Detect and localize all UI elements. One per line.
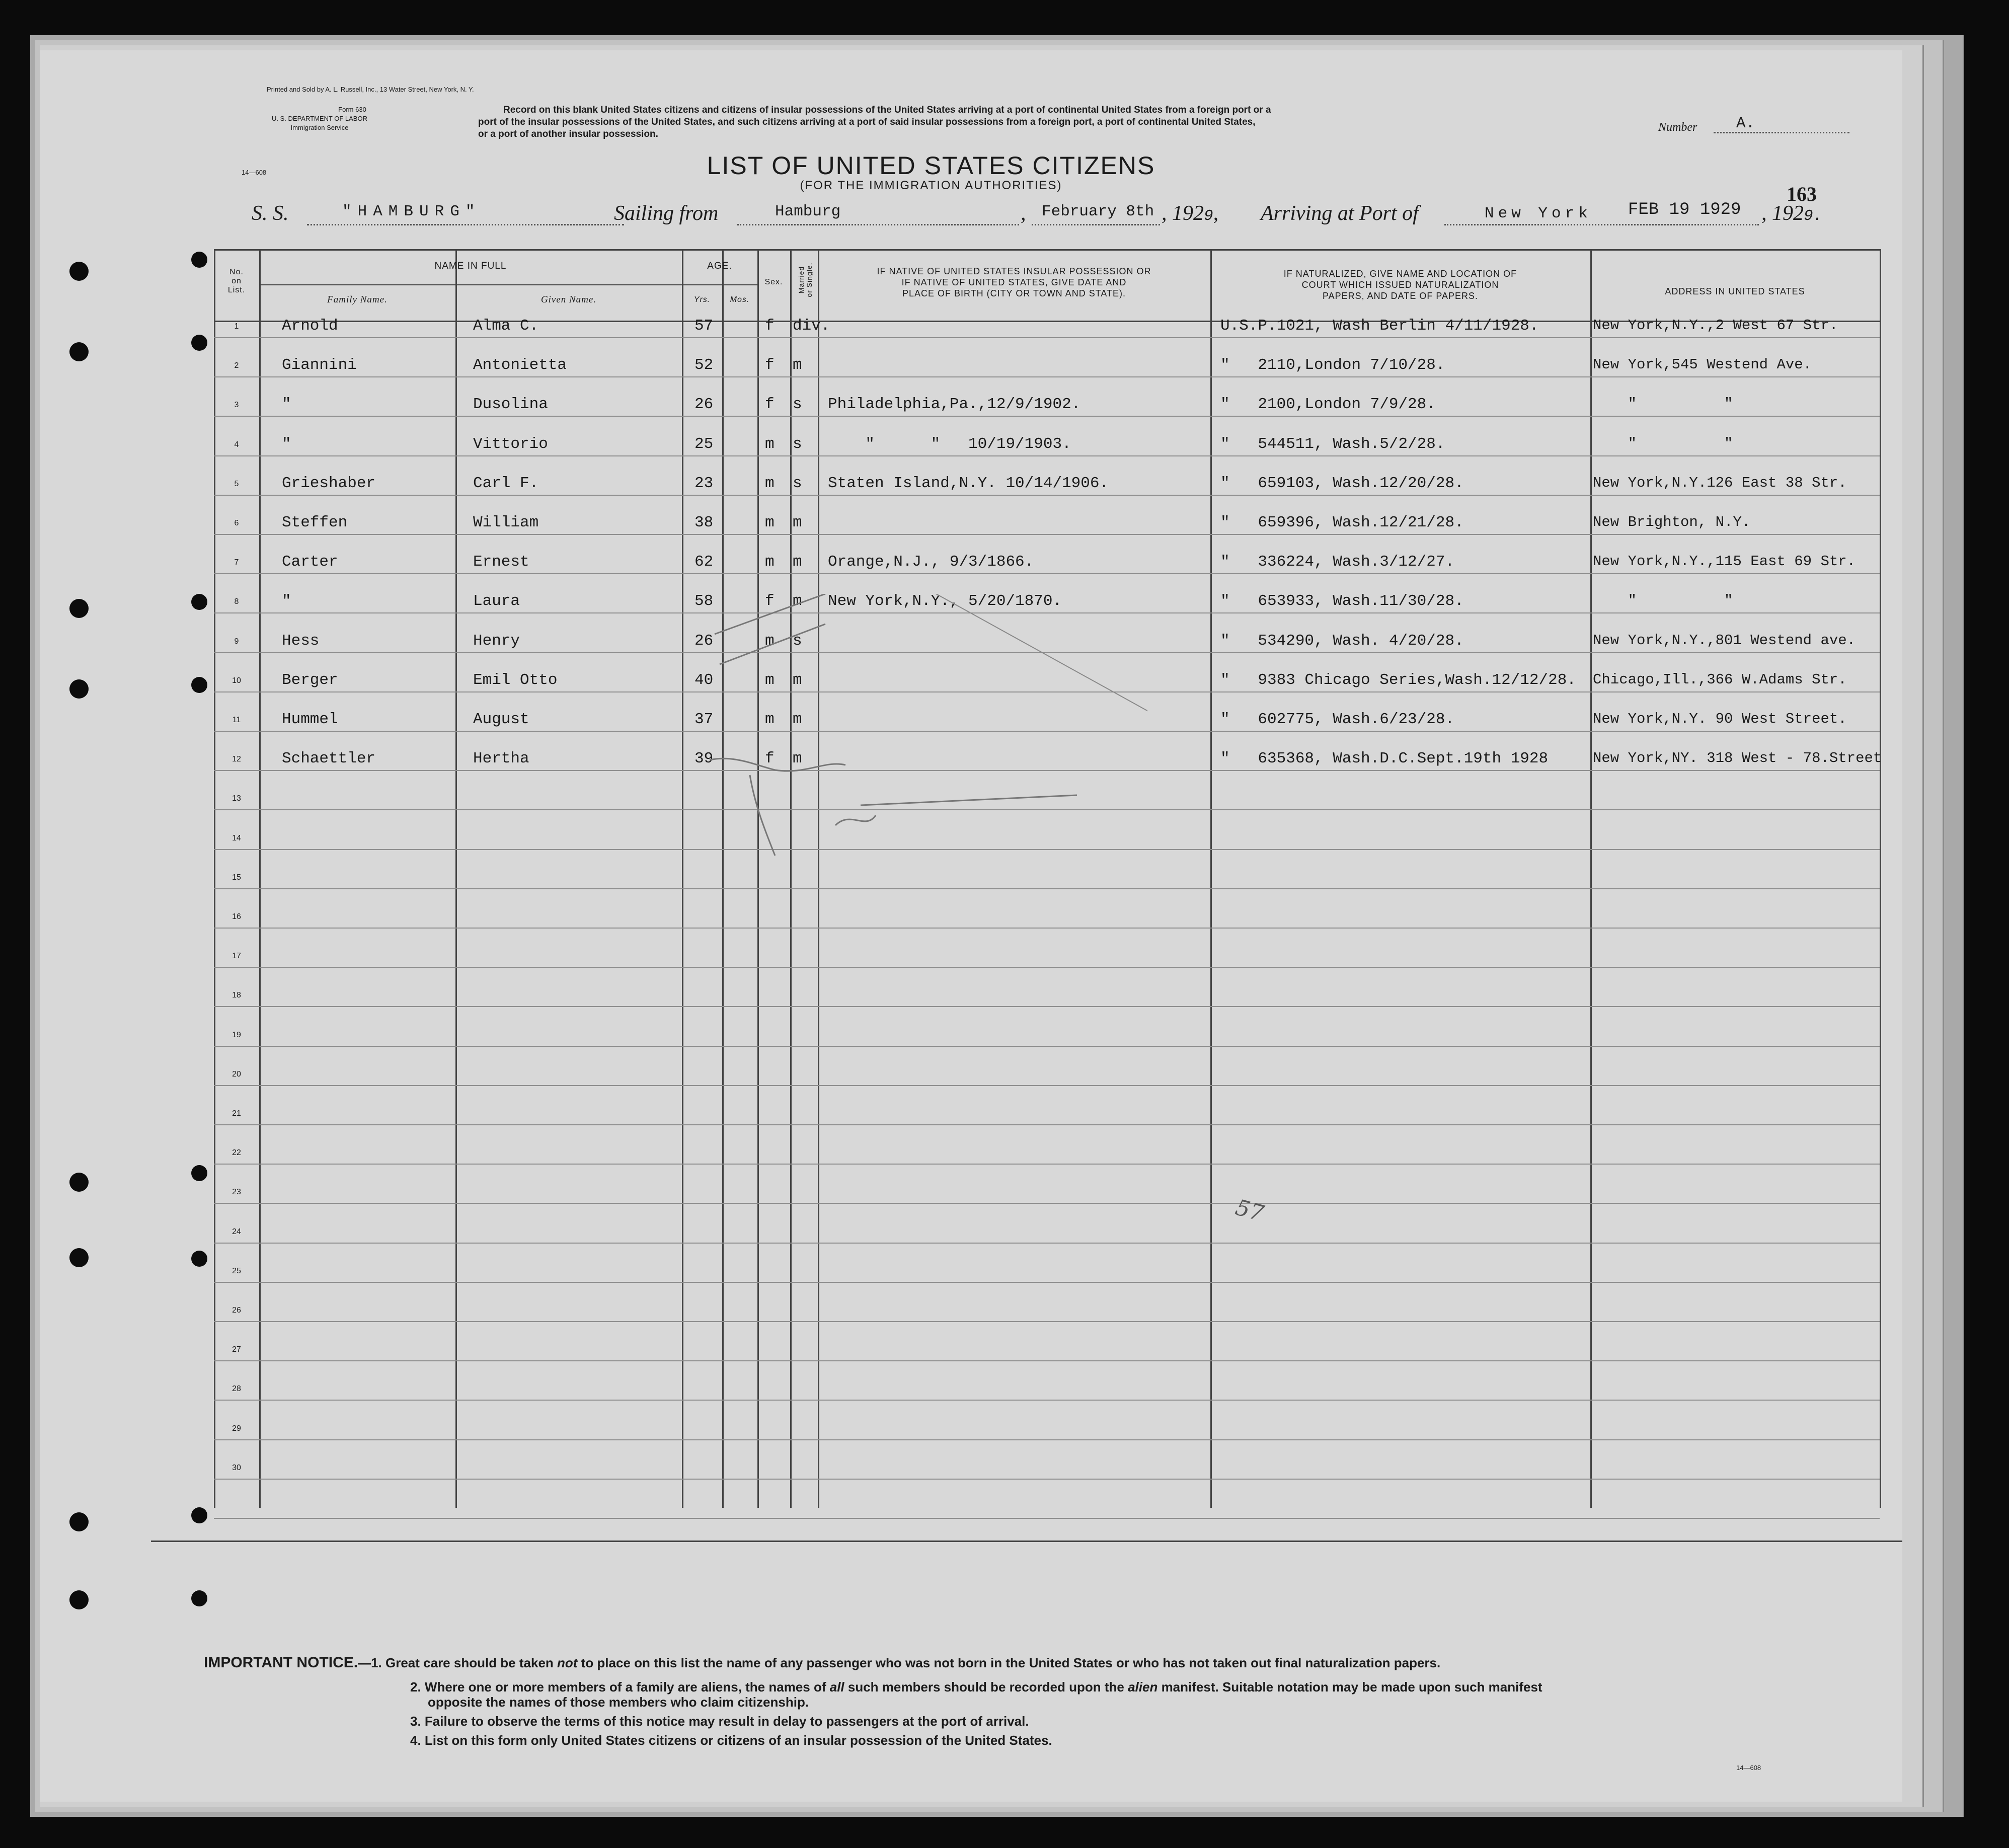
form-code: 14—608 [242,169,267,176]
row-number: 16 [232,912,241,921]
age-sub-border [682,284,757,285]
age-years-cell: 23 [694,474,714,492]
sex-cell: m [765,474,775,492]
naturalization-cell: U.S.P.1021, Wash Berlin 4/11/1928. [1220,317,1539,335]
col-yrs: Yrs. [693,295,711,304]
family-name-cell: " [282,435,291,453]
column-divider [1210,249,1212,1508]
row-number: 9 [234,637,239,646]
page-subtitle: (FOR THE IMMIGRATION AUTHORITIES) [800,179,1062,192]
column-divider [682,249,683,1508]
row-number: 4 [234,440,239,449]
marital-status-cell: div. [793,317,830,335]
notice-item-2-cont: opposite the names of those members who claim citizenship. [428,1695,809,1710]
row-number: 17 [232,952,241,961]
naturalization-cell: " 602775, Wash.6/23/28. [1220,711,1455,728]
age-years-cell: 57 [694,317,714,335]
birth-place-cell: New York,N.Y., 5/20/1870. [828,592,1062,610]
family-name-cell: Arnold [282,317,338,335]
col-no: No. on List. [227,268,246,294]
marital-status-cell: m [793,514,802,531]
col-family-name: Family Name. [327,294,388,305]
punch-hole-icon [191,252,207,268]
address-cell: " " [1593,592,1733,609]
birth-place-cell: Staten Island,N.Y. 10/14/1906. [828,474,1109,492]
record-instruction-2: port of the insular possessions of the United States, and such citizens arriving at a port of said insular possessions from a foreign port, a port of continental United States, [478,117,1256,127]
row-rule [214,1203,1880,1204]
row-number: 13 [232,794,241,803]
row-number: 7 [234,558,239,567]
row-number: 30 [232,1463,241,1472]
naturalization-cell: " 534290, Wash. 4/20/28. [1220,632,1464,650]
page-number: 163 [1787,183,1817,205]
row-number: 28 [232,1384,241,1394]
row-number: 29 [232,1424,241,1433]
row-number: 10 [232,676,241,685]
punch-hole-icon [191,1251,207,1267]
age-years-cell: 26 [694,632,714,650]
row-number: 12 [232,755,241,764]
family-name-cell: Berger [282,671,338,689]
address-cell: New Brighton, N.Y. [1593,514,1751,530]
sex-cell: m [765,435,775,453]
col-given-name: Given Name. [540,294,597,305]
age-years-cell: 37 [694,711,714,728]
row-rule [214,495,1880,496]
birth-place-cell: Orange,N.J., 9/3/1866. [828,553,1034,571]
family-name-cell: Schaettler [282,750,376,768]
given-name-cell: Laura [473,592,520,610]
row-number: 5 [234,479,239,488]
marital-status-cell: m [793,671,802,689]
punch-hole-icon [191,594,207,610]
sail-year-prefix: 192 [1172,202,1204,225]
row-number: 24 [232,1227,241,1236]
family-name-cell: Hess [282,632,320,650]
marital-status-cell: m [793,711,802,728]
row-rule [214,1518,1880,1519]
row-rule [214,1046,1880,1047]
row-number: 21 [232,1109,241,1118]
row-number: 15 [232,873,241,882]
given-name-cell: Emil Otto [473,671,558,689]
given-name-cell: Alma C. [473,317,539,335]
punch-hole-icon [69,1512,89,1531]
column-divider [1590,249,1592,1508]
manifest-page: Printed and Sold by A. L. Russell, Inc., 13 Water Street, New York, N. Y. Form 630 U. S. DEPARTMENT OF LABOR Immigration Service 14—608 Record on this blank United States citizens and citizens of insular possessions of the United States arriving at a port of continental United States from a foreign port or a port of the insular possessions of the United States, and such citizens arriving at a port of said insular possessions from a foreign port, a port of continental United States, or a port of another insular possession. Number A. LIST OF UNITED STATES CITIZENS (FOR THE IMMIGRATION AUTHORITIES) 163 S. S. "HAMBURG" Sailing from Hamburg , February 8th , 1929, Arriving at Port of New York FEB 19 1929 , 1929. No. on List. NAME IN FULL Family Name. Given Name. AGE. Yrs. Mos. Sex. Married or Single. IF NATIVE OF UNITED STATES INSULAR POSSESSION OR IF NATIVE OF UNITED STATES, GIVE DATE AND PLACE OF BIRTH (CITY OR TOWN AND STATE). IF NATURALIZED, GIVE NAME AND LOCATION OF COURT WHICH ISSUED NATURALIZATION PAPERS, AND DATE OF PAPERS. ADDRESS IN UNITED STATES 1 2 3 4 5 6 7 8 9 10 11 12 13 14 15 16 17 18 19 20 21 22 23 24 25 26 27 28 29 30 Arnold Alma C. 57 f div. U.S.P.1021, Wash Berlin 4/11/1928. New York,N.Y.,2 West 67 Str. Giannini Antonietta 52 f m " 2110,London 7/10/28. New York,545 Westend Ave. " Dusolina 26 f s Philadelphia,Pa.,12/9/1902. " 2100,London 7/9/28. " " " Vittorio 25 m s " " 10/19/1903. " 544511, Wash.5/2/28. " " Grieshaber Carl F. 23 m s Staten Island,N.Y. 10/14/1906. " 659103, Wash.12/20/28. New York,N.Y.126 East 38 Str. Steffen William 38 m m " 659396, Wash.12/21/28. New Brighton, N.Y. Carter Ernest 62 m m Orange,N.J., 9/3/1866. " 336224, Wash.3/12/27. New York,N.Y.,115 East 69 Str. " Laura 58 f m New York,N.Y., 5/20/1870. " 653933, Wash.11/30/28. " " Hess Henry 26 m s " 534290, Wash. 4/20/28. New York,N.Y.,801 Westend ave. Berger Emil Otto 40 m m " 9383 Chicago Series,Wash.12/12/28. Chicago,Ill.,366 W.Adams Str. Hummel August 37 m m " 602775, Wash.6/23/28. New York,N.Y. 90 West Street. Schaettler Hertha 39 f m " 635368, Wash.D.C.Sept.19th 1928 New York,NY. 318 West - 78.Street 57 IMPORTANT NOTICE.—1. Great care should be taken not to place on this list the name of any passenger who was not born in the United States or who has not taken out final naturalization papers. 2. Where one or more members of a family are aliens, the names of all such members should be recorded upon the alien manifest. Suitable notation may be made upon such manifest opposite the names of those members who claim citizenship. 3. Failure to observe the terms of this notice may result in delay to passengers at the port of arrival. 4. List on this form only United States citizens or citizens of an insular possession of the United States. 14—608 [40,50,1902,1802]
row-number: 2 [234,361,239,370]
age-years-cell: 26 [694,396,714,414]
column-divider [214,249,215,1508]
row-rule [214,534,1880,535]
row-rule [214,1282,1880,1283]
col-age: AGE. [707,261,732,271]
punch-hole-icon [191,335,207,351]
naturalization-cell: " 9383 Chicago Series,Wash.12/12/28. [1220,671,1576,689]
address-cell: New York,N.Y.126 East 38 Str. [1593,474,1847,491]
punch-hole-icon [69,1590,89,1609]
given-name-cell: August [473,711,529,728]
column-divider [259,249,261,1508]
row-number: 23 [232,1188,241,1197]
port-from: Hamburg [775,203,841,220]
sex-cell: f [765,317,775,335]
arr-year-digit: 9. [1804,207,1823,225]
row-number: 1 [234,322,239,331]
address-cell: New York,545 Westend Ave. [1593,356,1812,373]
naturalization-cell: " 336224, Wash.3/12/27. [1220,553,1455,571]
notice-item-3: 3. Failure to observe the terms of this notice may result in delay to passengers at the port of arrival. [410,1714,1029,1729]
naturalization-cell: " 544511, Wash.5/2/28. [1220,435,1445,453]
pencil-annotations [694,594,1147,936]
family-name-cell: Steffen [282,514,348,531]
department-name: U. S. DEPARTMENT OF LABOR [272,115,367,122]
row-number: 25 [232,1266,241,1275]
notice-item-2: 2. Where one or more members of a family are aliens, the names of all such members should be recorded upon the alien manifest. Suitable notation may be made upon such manifest [410,1679,1542,1695]
row-number: 19 [232,1030,241,1039]
naturalization-cell: " 635368, Wash.D.C.Sept.19th 1928 [1220,750,1549,768]
age-years-cell: 40 [694,671,714,689]
marital-status-cell: m [793,750,802,768]
row-rule [214,416,1880,417]
given-name-cell: William [473,514,539,531]
col-naturalized: IF NATURALIZED, GIVE NAME AND LOCATION OF COURT WHICH ISSUED NATURALIZATION PAPERS, AND DATE OF PAPERS. [1283,269,1517,301]
naturalization-cell: " 2100,London 7/9/28. [1220,396,1436,414]
record-instruction-1: Record on this blank United States citizens and citizens of insular possessions of the United States arriving at a port of continental United States from a foreign port or a [503,105,1271,115]
row-rule [214,1439,1880,1440]
given-name-cell: Antonietta [473,356,567,374]
given-name-cell: Henry [473,632,520,650]
row-number: 14 [232,833,241,842]
row-rule [214,1164,1880,1165]
col-mos: Mos. [730,295,750,304]
family-name-cell: Carter [282,553,338,571]
naturalization-cell: " 653933, Wash.11/30/28. [1220,592,1464,610]
row-number: 11 [232,716,241,724]
address-cell: New York,NY. 318 West - 78.Street [1593,750,1882,767]
age-years-cell: 38 [694,514,714,531]
punch-hole-icon [69,1173,89,1192]
family-name-cell: Grieshaber [282,474,376,492]
address-cell: Chicago,Ill.,366 W.Adams Str. [1593,671,1847,688]
row-rule [214,1479,1880,1480]
given-name-cell: Ernest [473,553,529,571]
pencil-note: 57 [1232,1194,1267,1227]
row-rule [214,1400,1880,1401]
sex-cell: f [765,396,775,414]
sex-cell: m [765,514,775,531]
sex-cell: f [765,592,775,610]
form-number: Form 630 [338,106,366,113]
address-cell: New York,N.Y.,2 West 67 Str. [1593,317,1838,334]
family-name-cell: Giannini [282,356,357,374]
family-name-cell: Hummel [282,711,338,728]
number-value: A. [1736,115,1755,132]
birth-place-cell: " " 10/19/1903. [828,435,1071,453]
punch-hole-icon [191,677,207,693]
sail-year-digit: 9 [1204,207,1213,225]
row-number: 26 [232,1306,241,1315]
ship-name: "HAMBURG" [342,203,481,220]
ss-label: S. S. [252,202,289,225]
sex-cell: f [765,750,775,768]
given-name-cell: Carl F. [473,474,539,492]
col-married: Married or Single. [797,262,813,297]
sailing-label: Sailing from [614,202,719,225]
column-divider [455,249,457,1508]
punch-hole-icon [69,679,89,699]
row-number: 3 [234,401,239,410]
family-name-cell: " [282,396,291,414]
birth-place-cell: Philadelphia,Pa.,12/9/1902. [828,396,1081,414]
sex-cell: m [765,671,775,689]
table-bottom-border [151,1541,1902,1542]
row-rule [214,455,1880,456]
age-years-cell: 52 [694,356,714,374]
notice-heading: IMPORTANT NOTICE.—1. Great care should be taken not to place on this list the name of any passenger who was not born in the United States or who has not taken out final naturalization papers. [204,1654,1441,1671]
naturalization-cell: " 659103, Wash.12/20/28. [1220,474,1464,492]
row-rule [214,1085,1880,1086]
punch-hole-icon [191,1507,207,1523]
service-name: Immigration Service [290,124,349,131]
col-sex: Sex. [764,278,783,286]
sail-date: February 8th [1042,203,1154,220]
row-rule [214,573,1880,574]
port-to: New York [1485,205,1592,222]
age-years-cell: 58 [694,592,714,610]
printer-line: Printed and Sold by A. L. Russell, Inc., 13 Water Street, New York, N. Y. [267,86,474,93]
row-number: 22 [232,1148,241,1158]
given-name-cell: Dusolina [473,396,548,414]
punch-hole-icon [69,262,89,281]
name-sub-border [259,284,682,285]
column-divider [1880,249,1881,1508]
row-number: 27 [232,1345,241,1354]
age-years-cell: 62 [694,553,714,571]
address-cell: " " [1593,435,1733,452]
table-top-border [214,249,1880,251]
row-number: 18 [232,991,241,1000]
punch-hole-icon [69,342,89,361]
row-rule [214,1006,1880,1007]
col-name-in-full: NAME IN FULL [434,261,507,271]
page-title: LIST OF UNITED STATES CITIZENS [707,151,1155,180]
age-years-cell: 39 [694,750,714,768]
arr-year-prefix: 192 [1772,202,1804,225]
given-name-cell: Hertha [473,750,529,768]
sex-cell: m [765,553,775,571]
sex-cell: m [765,632,775,650]
row-rule [214,337,1880,338]
marital-status-cell: m [793,592,802,610]
number-label: Number [1658,121,1697,134]
sex-cell: m [765,711,775,728]
row-rule [214,1360,1880,1361]
row-rule [214,1124,1880,1125]
marital-status-cell: s [793,396,802,414]
col-native: IF NATIVE OF UNITED STATES INSULAR POSSESSION OR IF NATIVE OF UNITED STATES, GIVE DATE AND PLACE OF BIRTH (CITY OR TOWN AND STATE). [877,266,1151,298]
naturalization-cell: " 2110,London 7/10/28. [1220,356,1445,374]
row-rule [214,1321,1880,1322]
marital-status-cell: m [793,356,802,374]
record-instruction-3: or a port of another insular possession. [478,129,658,139]
row-rule [214,376,1880,377]
punch-hole-icon [69,599,89,618]
row-number: 8 [234,597,239,606]
notice-item-4: 4. List on this form only United States citizens or citizens of an insular possession of the United States. [410,1733,1052,1748]
footer-form-code: 14—608 [1736,1764,1761,1772]
address-cell: New York,N.Y. 90 West Street. [1593,711,1847,727]
arrival-date-stamp: FEB 19 1929 [1628,200,1741,219]
punch-hole-icon [191,1590,207,1606]
given-name-cell: Vittorio [473,435,548,453]
row-number: 20 [232,1069,241,1079]
address-cell: New York,N.Y.,115 East 69 Str. [1593,553,1856,570]
row-number: 6 [234,519,239,527]
row-rule [214,1243,1880,1244]
col-address: ADDRESS IN UNITED STATES [1665,286,1805,296]
age-years-cell: 25 [694,435,714,453]
address-cell: New York,N.Y.,801 Westend ave. [1593,632,1856,649]
marital-status-cell: s [793,435,802,453]
row-rule [214,967,1880,968]
punch-hole-icon [191,1165,207,1181]
arriving-label: Arriving at Port of [1261,202,1419,225]
marital-status-cell: m [793,553,802,571]
family-name-cell: " [282,592,291,610]
sex-cell: f [765,356,775,374]
marital-status-cell: s [793,632,802,650]
marital-status-cell: s [793,474,802,492]
address-cell: " " [1593,396,1733,413]
naturalization-cell: " 659396, Wash.12/21/28. [1220,514,1464,531]
punch-hole-icon [69,1248,89,1267]
